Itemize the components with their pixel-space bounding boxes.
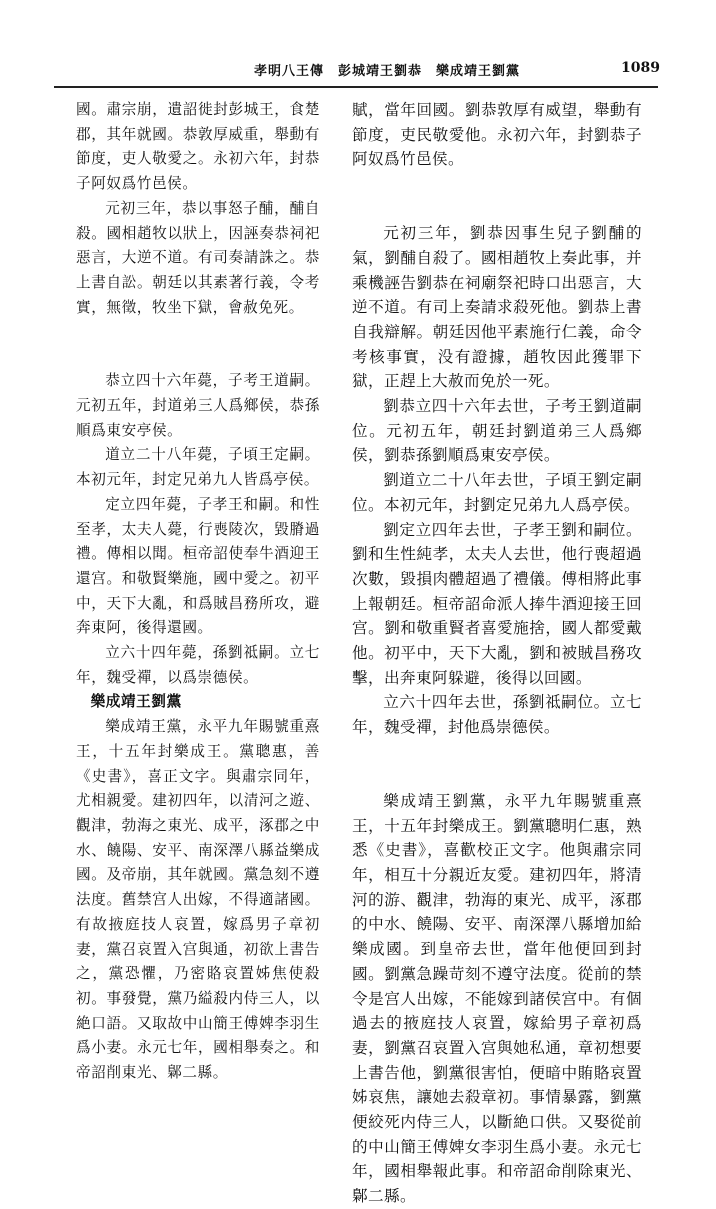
paragraph-gap [76,320,320,369]
translation-paragraph-1: 賦，當年回國。劉恭敦厚有威望，舉動有節度，吏民敬愛他。永初六年，封劉恭子阿奴爲竹邑侯。 [352,101,642,169]
header-rule [54,86,658,88]
original-paragraph-6: 立六十四年薨，孫劉祗嗣。立七年，魏受禪，以爲崇德侯。 [76,644,320,686]
translation-column [352,98,642,1209]
translation-paragraph-7: 樂成靖王劉黨，永平九年賜號重熹王，十五年封樂成王。劉黨聰明仁惠，熟悉《史書》，喜歡校正文字。他與肅宗同年，相互十分親近友愛。建初四年，將清河的游、觀津，勃海的東光、成平，涿郡的中水、饒陽、安平、南深澤八縣增加給樂成國。到皇帝去世，當年他便回到封國。劉黨急躁苛刻不遵守法度。從前的禁令是宫人出嫁，不能嫁到諸侯宫中。有個過去的掖庭技人哀置，嫁給男子章初爲妻，劉黨召哀置入宫與她私通，章初想要上書告他，劉黨很害怕，便暗中賄賂哀置姊哀焦，讓她去殺章初。事情暴露，劉黨便絞死内侍三人，以斷絶口供。又娶從前的中山簡王傅婢女李羽生爲小妻。永元七年，國相舉報此事。和帝詔命削除東光、鄡二縣。 [352,791,642,1206]
paragraph-gap [352,172,642,221]
translation-paragraph-6: 立六十四年去世，孫劉祗嗣位。立七年，魏受禪，封他爲崇德侯。 [352,693,642,737]
original-paragraph-5: 定立四年薨，子孝王和嗣。和性至孝，太夫人薨，行喪陵次，毀膌過禮。傳相以聞。桓帝詔使奉牛酒迎王還宫。和敬賢樂施，國中愛之。初平中，天下大亂，和爲賊昌務所攻，避奔東阿，後得還國。 [76,495,320,637]
translation-paragraph-5: 劉定立四年去世，子孝王劉和嗣位。劉和生性純孝，太夫人去世，他行喪超過次數，毀損肉體超過了禮儀。傅相將此事上報朝廷。桓帝詔命派人捧牛酒迎接王回宫。劉和敬重賢者喜愛施捨，國人都愛戴他。初平中，天下大亂，劉和被賊昌務攻擊，出奔東阿躲避，後得以回國。 [352,520,642,687]
translation-paragraph-3: 劉恭立四十六年去世，子考王劉道嗣位。元初五年，朝廷封劉道弟三人爲鄉侯，劉恭孫劉順爲東安亭侯。 [352,397,642,465]
header-title: 孝明八王傳 彭城靖王劉恭 樂成靖王劉黨 [254,64,521,79]
original-paragraph-3: 恭立四十六年薨，子考王道嗣。元初五年，封道弟三人爲鄉侯，恭孫順爲東安亭侯。 [76,372,320,439]
translation-paragraph-2: 元初三年，劉恭因事生兒子劉酺的氣，劉酺自殺了。國相趙牧上奏此事，并乘機誣告劉恭在祠廟祭祀時口出惡言，大逆不道。有司上奏請求殺死他。劉恭上書自我辯解。朝廷因他平素施行仁義，命令考核事實，没有證據，趙牧因此獲罪下獄，正趕上大赦而免於一死。 [352,224,642,391]
original-paragraph-7: 樂成靖王黨，永平九年賜號重熹王，十五年封樂成王。黨聰惠，善《史書》，喜正文字。與肅宗同年，尤相親愛。建初四年，以清河之遊、觀津，勃海之東光、成平，涿郡之中水、饒陽、安平、南深澤八縣益樂成國。及帝崩，其年就國。黨急刻不遵法度。舊禁宫人出嫁，不得適諸國。有故掖庭技人哀置，嫁爲男子章初妻，黨召哀置入宫與通，初欲上書告之，黨恐懼，乃密賂哀置姊焦使殺初。事發覺，黨乃縊殺内侍三人，以絶口語。又取故中山簡王傅婢李羽生爲小妻。永元七年，國相舉奏之。和帝詔削東光、鄡二縣。 [76,718,320,1082]
paragraph-gap [352,740,642,789]
running-header [54,58,694,82]
section-title: 樂成靖王劉黨 [90,693,182,711]
original-paragraph-4: 道立二十八年薨，子頃王定嗣。本初元年，封定兄弟九人皆爲亭侯。 [76,446,320,489]
original-paragraph-1: 國。肅宗崩，遺詔徙封彭城王，食楚郡，其年就國。恭敦厚威重，舉動有節度，吏人敬愛之。永初六年，封恭子阿奴爲竹邑侯。 [76,101,320,193]
translation-paragraph-4: 劉道立二十八年去世，子頃王劉定嗣位。本初元年，封劉定兄弟九人爲亭侯。 [352,471,642,514]
original-paragraph-2: 元初三年，恭以事怒子酺，酺自殺。國相趙牧以狀上，因誣奏恭祠祀惡言，大逆不道。有司奏請誅之。恭上書自訟。朝廷以其素著行義，令考實，無徵，牧坐下獄，會赦免死。 [76,199,320,316]
page-number: 1089 [621,60,660,76]
original-text-column [76,98,320,1086]
